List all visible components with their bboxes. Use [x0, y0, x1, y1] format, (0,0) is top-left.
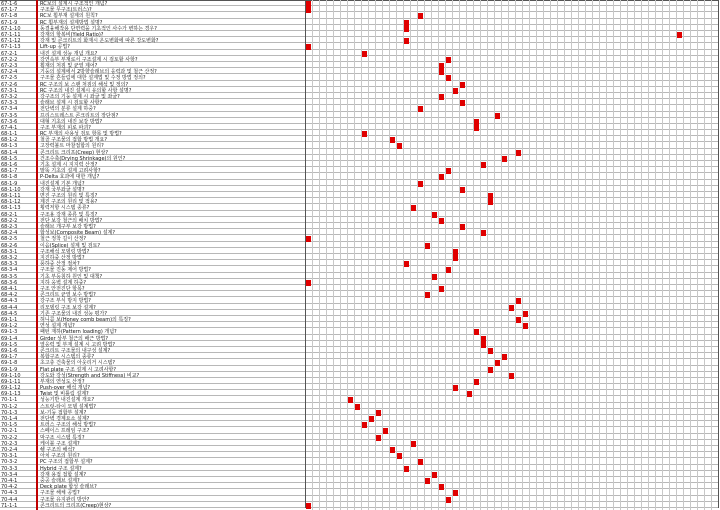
question-code: 69-1-6: [0, 347, 36, 355]
question-code: 68-3-3: [0, 260, 36, 268]
question-label: 콘크리트 크리프(Creep) 현상?: [40, 149, 304, 157]
question-label: 슬래브 설계 시 검토할 사항?: [40, 99, 304, 107]
question-label: 구조물 흔들림에 대한 설계법 및 수정 방법 정의?: [40, 74, 304, 82]
question-label: 기존 구조물의 내진 성능 평가?: [40, 310, 304, 318]
question-code: 67-1-11: [0, 31, 36, 39]
question-code: 70-1-2: [0, 403, 36, 411]
question-label: 스페이스 프레임 구조?: [40, 427, 304, 435]
question-label: RC보 휨부재 설계의 원칙?: [40, 12, 304, 20]
question-code: 69-1-4: [0, 335, 36, 343]
question-label: RC 부재의 사용성 검토 항목 및 방법?: [40, 130, 304, 138]
question-label: Lift-up 공법?: [40, 43, 304, 51]
question-code: 67-1-7: [0, 6, 36, 14]
question-code: 67-2-1: [0, 50, 36, 58]
question-code: 68-1-8: [0, 173, 36, 181]
question-code: 68-3-2: [0, 254, 36, 262]
question-label: RC 구조의 보 스팬 처짐의 해석 및 정의?: [40, 81, 304, 89]
question-code: 67-1-13: [0, 43, 36, 51]
question-label: 강재 용접 접합 설계?: [40, 471, 304, 479]
question-label: 연성 설계 개념?: [40, 322, 304, 330]
question-code: 68-3-6: [0, 279, 36, 287]
question-label: 허니콤 보(Honey comb beam)의 특징?: [40, 316, 304, 324]
question-code: 67-1-12: [0, 37, 36, 45]
question-code: 68-2-4: [0, 229, 36, 237]
question-label: 강재 및 콘크리트의 화재시 온도변화에 따른 강도변화?: [40, 37, 304, 45]
question-label: 기둥의 설계에서 2방향슬래브의 응력과 및 철근 산정?: [40, 68, 304, 76]
question-code: 69-1-8: [0, 359, 36, 367]
question-label: 구조 부재의 피로 파괴?: [40, 124, 304, 132]
question-label: 콘크리트 구조물의 내구성 설계?: [40, 347, 304, 355]
question-code: 67-2-2: [0, 56, 36, 64]
question-label: 강도와 강성(Strength and Stiffness) 비교?: [40, 372, 304, 380]
question-label: 건조수축(Drying Shrinkage)의 원인?: [40, 155, 304, 163]
question-label: 내진설계 기본 개념?: [40, 180, 304, 188]
question-label: 말뚝 기초의 설계 고려사항?: [40, 167, 304, 175]
question-label: 강구조의 기둥 설계 시 좌굴 및 좌굴?: [40, 93, 304, 101]
question-code: 68-1-11: [0, 192, 36, 200]
question-label: 케이블 구조 설계?: [40, 440, 304, 448]
question-label: 리모델링 구조 보강 설계?: [40, 304, 304, 312]
question-label: 지하 옹벽 설계 하중?: [40, 279, 304, 287]
question-label: 쉘 구조의 해석?: [40, 446, 304, 454]
question-label: 지진하중 산정 방법?: [40, 254, 304, 262]
question-label: P-Delta 효과에 대한 개념?: [40, 173, 304, 181]
question-code: 68-2-5: [0, 235, 36, 243]
question-label: 강재 국부좌굴 설명?: [40, 186, 304, 194]
question-label: 열응력 및 부재 설계 시 고려 방법?: [40, 341, 304, 349]
question-code: 68-4-3: [0, 297, 36, 305]
question-label: 성능기반 내진설계 개요?: [40, 396, 304, 404]
question-label: 구조물 무구조(트러스)?: [40, 6, 304, 14]
question-code: 67-1-8: [0, 12, 36, 20]
question-label: 횡력저항 시스템 종류?: [40, 204, 304, 212]
question-code: 68-3-1: [0, 248, 36, 256]
question-code: 70-3-4: [0, 471, 36, 479]
question-code: 67-3-2: [0, 93, 36, 101]
question-code: 70-2-4: [0, 446, 36, 454]
question-label: RC 휨부재의 설계방법 설명?: [40, 19, 304, 27]
question-label: 내진 설계 성능 개념 개요?: [40, 50, 304, 58]
question-code: 69-1-1: [0, 316, 36, 324]
question-code: 68-1-10: [0, 186, 36, 194]
question-code: 68-1-13: [0, 204, 36, 212]
question-label: 부재의 연성도 산정?: [40, 378, 304, 386]
question-code: 70-2-1: [0, 427, 36, 435]
question-label: 철근 정착 길이 산정?: [40, 235, 304, 243]
question-label: 프리스트레스트 콘크리트의 장단점?: [40, 112, 304, 120]
question-label: 이음(Splice) 설계 및 검토?: [40, 242, 304, 250]
question-code: 67-3-1: [0, 87, 36, 95]
question-code: 67-3-6: [0, 118, 36, 126]
question-label: RC보의 설계시 구조적인 개념?: [40, 0, 304, 8]
question-code: 67-3-4: [0, 105, 36, 113]
question-code: 70-3-2: [0, 458, 36, 466]
question-code: 68-4-2: [0, 291, 36, 299]
question-code: 69-1-13: [0, 390, 36, 398]
question-label: 중공 슬래브 설계?: [40, 477, 304, 485]
question-code: 67-2-5: [0, 74, 36, 82]
question-code: 68-1-5: [0, 155, 36, 163]
question-code: 67-2-3: [0, 62, 36, 70]
question-label: 복합구조 시스템의 종류?: [40, 353, 304, 361]
question-label: 철골 구조물의 접합 방법 개요?: [40, 136, 304, 144]
question-label: Girder 상부 철근의 배근 방법?: [40, 335, 304, 343]
question-label: 구조용 강재 종류 및 특징?: [40, 211, 304, 219]
question-code: 68-1-7: [0, 167, 36, 175]
question-label: 동결융해작용 단면력을 기초적인 사수가 변하는 경우?: [40, 25, 304, 33]
question-label: Twist 및 비틀림 설계?: [40, 390, 304, 398]
question-label: 고장력볼트 마찰접합의 원리?: [40, 142, 304, 150]
question-label: 면진 구조의 원리 및 특징?: [40, 192, 304, 200]
question-label: Flat plate 구조 설계 시 고려사항?: [40, 366, 304, 374]
question-label: 휨재의 처짐 및 균열 제어?: [40, 62, 304, 70]
question-label: PC 구조의 접합부 설계?: [40, 458, 304, 466]
question-label: RC 구조의 내진 설계시 유의할 사항 설명?: [40, 87, 304, 95]
question-label: 대형 기초의 내진 보강 방법?: [40, 118, 304, 126]
question-label: 구조물 진동 제어 방법?: [40, 266, 304, 274]
question-code: 70-3-1: [0, 452, 36, 460]
question-code: 67-2-4: [0, 68, 36, 76]
question-label: 초고층 건축물의 아웃리거 시스템?: [40, 359, 304, 367]
question-code: 69-1-9: [0, 366, 36, 374]
question-code: 68-1-2: [0, 136, 36, 144]
question-label: 슬래브 개구부 보강 방법?: [40, 223, 304, 231]
question-label: Deck plate 합성 슬래브?: [40, 483, 304, 491]
question-label: 전단 보강 철근의 배치 방법?: [40, 217, 304, 225]
question-label: 합성보(Composite Beam) 설계?: [40, 229, 304, 237]
question-code: 70-4-2: [0, 483, 36, 491]
question-label: 전단벽의 분류 설계 하중?: [40, 105, 304, 113]
question-label: 구조 안전진단 항목?: [40, 285, 304, 293]
question-label: 패턴 재하(Pattern loading) 개념?: [40, 328, 304, 336]
question-label: 전단벽 경계요소 설계?: [40, 415, 304, 423]
question-code: 69-1-7: [0, 353, 36, 361]
question-code: 69-1-2: [0, 322, 36, 330]
question-label: Push-over 해석 개념?: [40, 384, 304, 392]
question-label: 강구조 부식 방지 방법?: [40, 297, 304, 305]
question-code: 70-2-3: [0, 440, 36, 448]
question-label: 막구조 시스템 특징?: [40, 434, 304, 442]
question-label: 아치 구조의 원리?: [40, 452, 304, 460]
question-code: 69-1-5: [0, 341, 36, 349]
question-code: 68-1-9: [0, 180, 36, 188]
question-code: 68-2-1: [0, 211, 36, 219]
question-label: 트러스 구조의 해석 방법?: [40, 421, 304, 429]
question-label: 강재의 항복비(Yield Ratio)?: [40, 31, 304, 39]
question-code: 68-2-2: [0, 217, 36, 225]
question-label: 콘크리트 균열 보수 방법?: [40, 291, 304, 299]
question-code: 68-4-5: [0, 310, 36, 318]
question-code: 68-2-3: [0, 223, 36, 231]
question-code: 67-1-10: [0, 25, 36, 33]
question-label: 풍하중 산정 절차?: [40, 260, 304, 268]
question-code: 68-2-6: [0, 242, 36, 250]
question-label: 기초 설계 시 지지력 산정?: [40, 161, 304, 169]
question-label: Hybrid 구조 설계?: [40, 465, 304, 473]
question-label: 강연속부 부재로서 구조설계 시 검토할 사항?: [40, 56, 304, 64]
question-code: 68-1-12: [0, 198, 36, 206]
question-code: 70-1-1: [0, 396, 36, 404]
question-label: 보-기둥 접합부 설계?: [40, 409, 304, 417]
question-code: 67-2-6: [0, 81, 36, 89]
question-code: 70-2-2: [0, 434, 36, 442]
question-code: 69-1-11: [0, 378, 36, 386]
question-code: 67-1-6: [0, 0, 36, 8]
question-code: 70-1-4: [0, 415, 36, 423]
question-code: 70-3-3: [0, 465, 36, 473]
question-code: 70-4-1: [0, 477, 36, 485]
question-code: 67-1-9: [0, 19, 36, 27]
question-code: 68-1-6: [0, 161, 36, 169]
question-code: 69-1-3: [0, 328, 36, 336]
question-code: 67-3-3: [0, 99, 36, 107]
question-code: 67-3-5: [0, 112, 36, 120]
question-code: 70-1-5: [0, 421, 36, 429]
question-code: 67-4-1: [0, 124, 36, 132]
question-label: 구조해석 모델링 방법?: [40, 248, 304, 256]
question-code: 68-4-4: [0, 304, 36, 312]
question-code: 69-1-12: [0, 384, 36, 392]
question-code: 68-1-3: [0, 142, 36, 150]
question-code: 69-1-10: [0, 372, 36, 380]
question-label: 스트럿-타이 모델 설계법?: [40, 403, 304, 411]
question-code: 68-1-4: [0, 149, 36, 157]
question-code: 68-3-4: [0, 266, 36, 274]
question-code: 68-3-5: [0, 273, 36, 281]
question-code: 68-1-1: [0, 130, 36, 138]
question-code: 68-4-1: [0, 285, 36, 293]
question-label: 기초 부등침하 원인 및 대책?: [40, 273, 304, 281]
question-code: 70-1-3: [0, 409, 36, 417]
question-label: 제진 구조의 원리 및 적용?: [40, 198, 304, 206]
